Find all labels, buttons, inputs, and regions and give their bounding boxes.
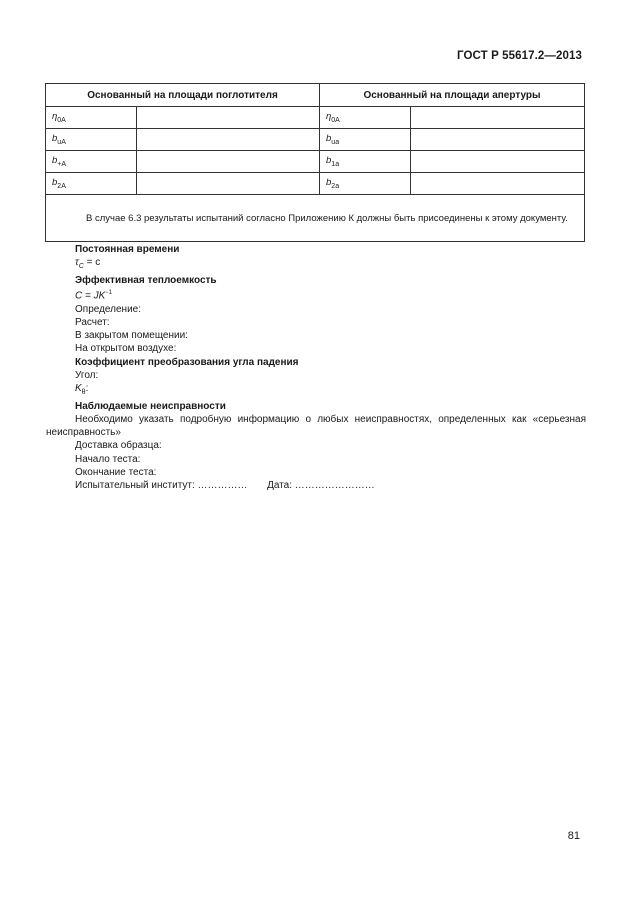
definition-label: Определение: <box>75 303 142 315</box>
indoors-label: В закрытом помещении: <box>75 330 188 342</box>
aperture-symbol-cell: $b_{ua}$ <box>320 129 411 151</box>
calculation-label: Расчет: <box>75 316 110 328</box>
aperture-symbol-cell: $b_{1a}$ <box>320 151 411 173</box>
failures-text: Необходимо указать подробную информацию о любых неисправностях, определенных как «серьезная неисправность» <box>46 413 586 439</box>
table-note <box>46 195 585 242</box>
angle-label: Угол: <box>75 370 99 381</box>
absorber-symbol-cell: $b_{2A}$ <box>46 173 137 195</box>
table-row <box>46 107 585 129</box>
outdoors-label: На открытом воздухе: <box>75 343 177 355</box>
absorber-value-cell <box>137 129 320 151</box>
aperture-symbol-cell: $b_{2a}$ <box>320 173 411 195</box>
absorber-value-cell <box>137 173 320 195</box>
page-number: 81 <box>567 830 580 842</box>
heat-capacity-formula: $C = JK^{-1}$ <box>75 289 113 302</box>
absorber-symbol-cell: $\eta_{0A}$ <box>46 107 137 129</box>
table-row <box>46 129 585 151</box>
test-end-label: Окончание теста: <box>75 467 157 479</box>
failures-heading: Наблюдаемые неисправности <box>75 400 226 412</box>
table-header-row <box>46 84 585 107</box>
aperture-symbol-cell: $\eta_{0A}$ <box>320 107 411 129</box>
table-row <box>46 151 585 173</box>
test-start-label: Начало теста: <box>75 453 141 465</box>
column-header-absorber: Основанный на площади поглотителя <box>46 84 320 107</box>
absorber-value-cell <box>137 151 320 173</box>
note-text: В случае 6.3 результаты испытаний согласно Приложению К должны быть присоединены к этому документу. <box>86 212 568 224</box>
parameters-table <box>45 83 585 242</box>
institute-label: Испытательный институт: …………… <box>75 480 248 492</box>
document-body <box>46 243 586 493</box>
time-constant-heading: Постоянная времени <box>75 244 180 255</box>
date-label: Дата: …………………… <box>267 480 375 492</box>
absorber-symbol-cell: $b_{+A}$ <box>46 151 137 173</box>
iam-heading: Коэффициент преобразования угла падения <box>75 356 299 368</box>
column-header-aperture: Основанный на площади апертуры <box>320 84 585 107</box>
institute-date-line <box>46 479 586 492</box>
absorber-value-cell <box>137 107 320 129</box>
aperture-value-cell <box>411 129 585 151</box>
aperture-value-cell <box>411 173 585 195</box>
heat-capacity-heading: Эффективная теплоемкость <box>75 274 217 286</box>
document-id: ГОСТ Р 55617.2—2013 <box>457 50 582 62</box>
aperture-value-cell <box>411 151 585 173</box>
absorber-symbol-cell: $b_{uA}$ <box>46 129 137 151</box>
time-constant-formula: $\tau_C = с$ <box>75 257 101 271</box>
aperture-value-cell <box>411 107 585 129</box>
delivery-label: Доставка образца: <box>75 440 162 452</box>
table-note-row <box>46 195 585 242</box>
k-theta-label: $K_\theta$: <box>75 383 89 397</box>
table-row <box>46 173 585 195</box>
